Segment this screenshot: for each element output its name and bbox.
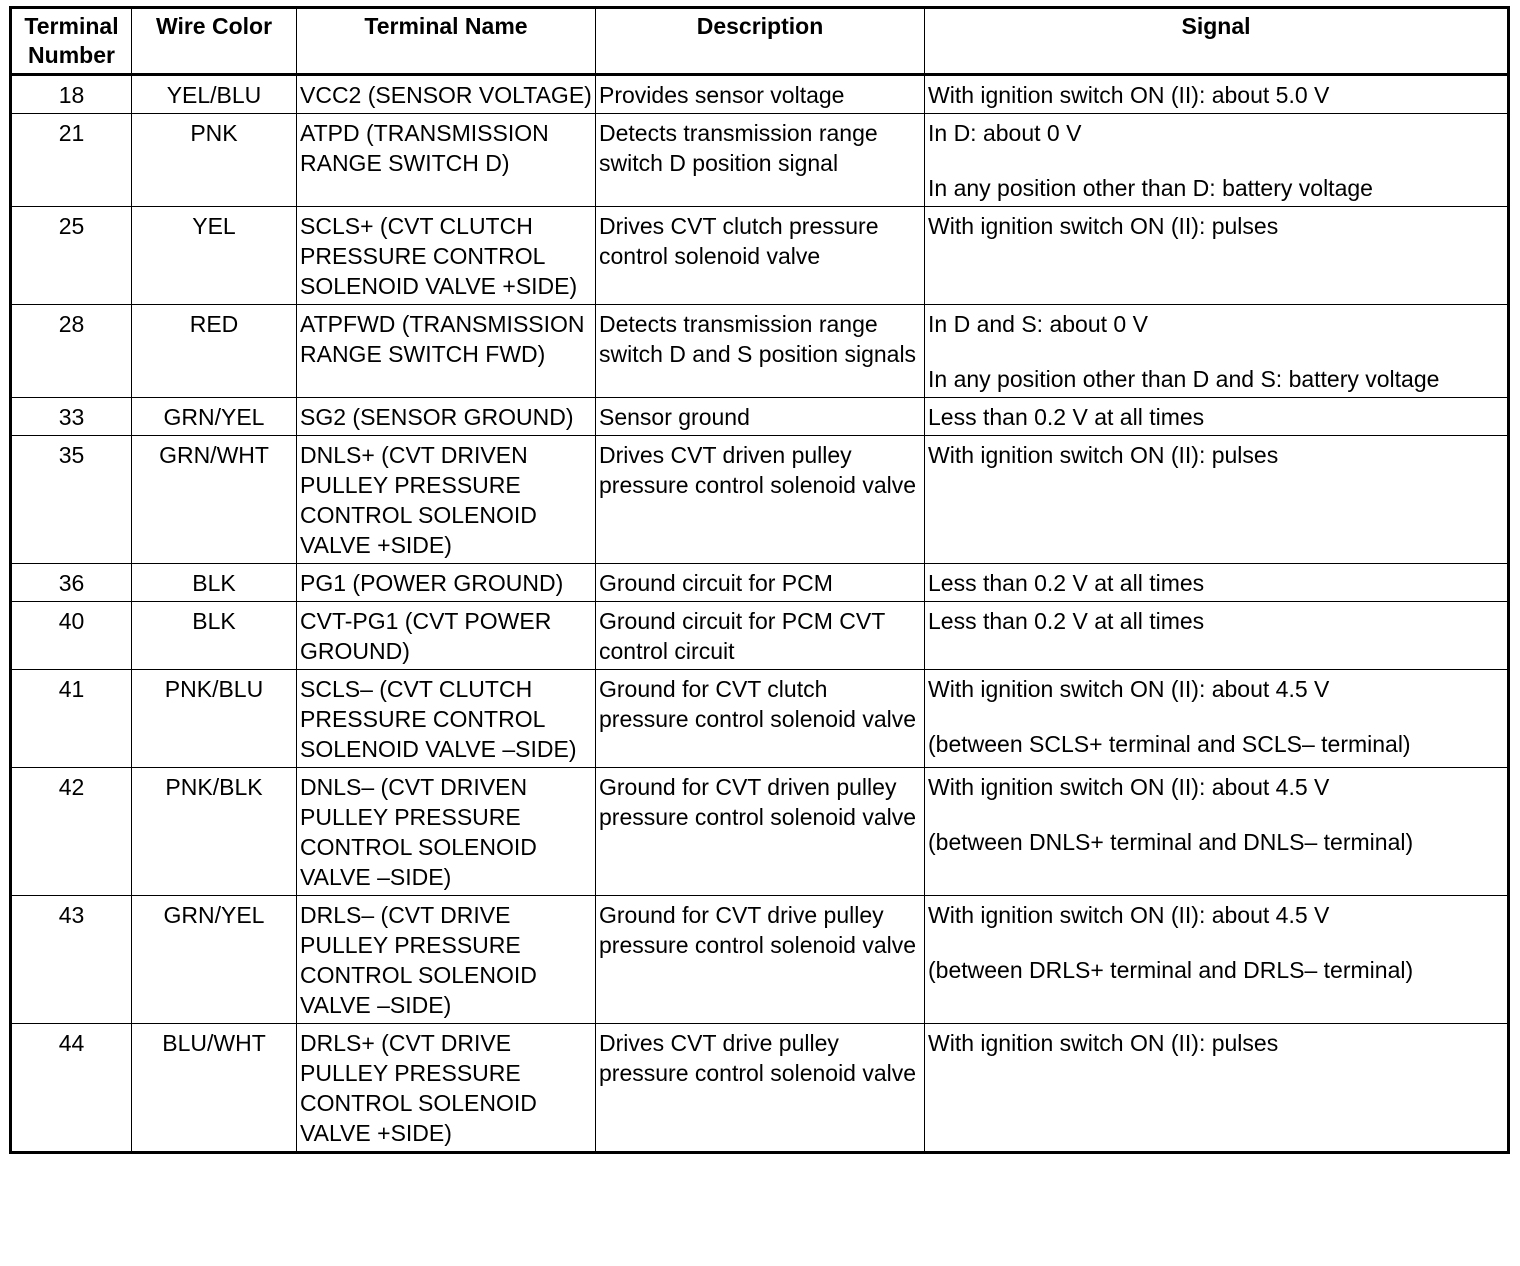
terminal-name-cell: CVT-PG1 (CVT POWER GROUND) — [297, 602, 596, 670]
table-row — [11, 75, 1509, 114]
signal-line: (between SCLS+ terminal and SCLS– terminal) — [928, 731, 1411, 757]
terminal-number-cell: 41 — [11, 670, 132, 768]
header-row — [11, 8, 1509, 75]
table-row — [11, 305, 1509, 398]
terminal-name-cell: SG2 (SENSOR GROUND) — [297, 398, 596, 436]
terminal-pinout-table — [9, 6, 1510, 1154]
description-cell: Ground for CVT driven pulley pressure control solenoid valve — [596, 768, 925, 896]
signal-cell — [925, 1024, 1509, 1153]
description-cell: Drives CVT drive pulley pressure control solenoid valve — [596, 1024, 925, 1153]
table-row — [11, 114, 1509, 207]
description-cell: Provides sensor voltage — [596, 75, 925, 114]
table-header — [11, 8, 1509, 75]
terminal-name-cell: SCLS+ (CVT CLUTCH PRESSURE CONTROL SOLENOID VALVE +SIDE) — [297, 207, 596, 305]
terminal-number-cell: 35 — [11, 436, 132, 564]
table-row — [11, 896, 1509, 1024]
signal-line: With ignition switch ON (II): about 4.5 V — [928, 902, 1330, 928]
terminal-name-cell: DRLS+ (CVT DRIVE PULLEY PRESSURE CONTROL SOLENOID VALVE +SIDE) — [297, 1024, 596, 1153]
signal-line: With ignition switch ON (II): pulses — [928, 213, 1279, 239]
table-row — [11, 564, 1509, 602]
signal-line: (between DRLS+ terminal and DRLS– terminal) — [928, 957, 1414, 983]
signal-line: Less than 0.2 V at all times — [928, 608, 1205, 634]
signal-cell — [925, 436, 1509, 564]
wire-color-cell: RED — [132, 305, 297, 398]
table-row — [11, 768, 1509, 896]
description-cell: Ground circuit for PCM CVT control circuit — [596, 602, 925, 670]
wire-color-cell: PNK/BLK — [132, 768, 297, 896]
signal-cell — [925, 114, 1509, 207]
wire-color-cell: YEL/BLU — [132, 75, 297, 114]
terminal-number-cell: 40 — [11, 602, 132, 670]
description-cell: Detects transmission range switch D and S position signals — [596, 305, 925, 398]
terminal-number-cell: 25 — [11, 207, 132, 305]
terminal-name-cell: DNLS– (CVT DRIVEN PULLEY PRESSURE CONTROL SOLENOID VALVE –SIDE) — [297, 768, 596, 896]
wire-color-cell: GRN/WHT — [132, 436, 297, 564]
signal-cell — [925, 768, 1509, 896]
wire-color-cell: BLU/WHT — [132, 1024, 297, 1153]
signal-cell — [925, 75, 1509, 114]
terminal-name-cell: VCC2 (SENSOR VOLTAGE) — [297, 75, 596, 114]
description-cell: Ground circuit for PCM — [596, 564, 925, 602]
wire-color-cell: PNK/BLU — [132, 670, 297, 768]
terminal-number-cell: 33 — [11, 398, 132, 436]
wire-color-cell: BLK — [132, 602, 297, 670]
signal-line: With ignition switch ON (II): pulses — [928, 1030, 1279, 1056]
terminal-name-cell: DRLS– (CVT DRIVE PULLEY PRESSURE CONTROL SOLENOID VALVE –SIDE) — [297, 896, 596, 1024]
header-terminal-number-line2: Number — [28, 42, 115, 68]
header-wire-color: Wire Color — [132, 8, 297, 75]
signal-line: Less than 0.2 V at all times — [928, 404, 1205, 430]
header-terminal-number — [11, 8, 132, 75]
signal-cell — [925, 670, 1509, 768]
terminal-name-cell: ATPFWD (TRANSMISSION RANGE SWITCH FWD) — [297, 305, 596, 398]
table-row — [11, 1024, 1509, 1153]
terminal-name-cell: SCLS– (CVT CLUTCH PRESSURE CONTROL SOLENOID VALVE –SIDE) — [297, 670, 596, 768]
signal-line: In any position other than D: battery voltage — [928, 175, 1373, 201]
table-row — [11, 436, 1509, 564]
terminal-number-cell: 42 — [11, 768, 132, 896]
terminal-name-cell: DNLS+ (CVT DRIVEN PULLEY PRESSURE CONTROL SOLENOID VALVE +SIDE) — [297, 436, 596, 564]
description-cell: Ground for CVT clutch pressure control solenoid valve — [596, 670, 925, 768]
wire-color-cell: GRN/YEL — [132, 398, 297, 436]
terminal-number-cell: 43 — [11, 896, 132, 1024]
description-cell: Drives CVT driven pulley pressure control solenoid valve — [596, 436, 925, 564]
wire-color-cell: YEL — [132, 207, 297, 305]
table-row — [11, 670, 1509, 768]
description-cell: Ground for CVT drive pulley pressure control solenoid valve — [596, 896, 925, 1024]
header-terminal-name: Terminal Name — [297, 8, 596, 75]
signal-cell — [925, 207, 1509, 305]
terminal-number-cell: 28 — [11, 305, 132, 398]
signal-line: Less than 0.2 V at all times — [928, 570, 1205, 596]
signal-line: With ignition switch ON (II): pulses — [928, 442, 1279, 468]
description-cell: Drives CVT clutch pressure control solenoid valve — [596, 207, 925, 305]
table-row — [11, 602, 1509, 670]
signal-line: In D: about 0 V — [928, 120, 1082, 146]
terminal-number-cell: 21 — [11, 114, 132, 207]
header-terminal-number-line1: Terminal — [24, 13, 119, 39]
header-signal: Signal — [925, 8, 1509, 75]
signal-line: In any position other than D and S: battery voltage — [928, 366, 1440, 392]
terminal-number-cell: 44 — [11, 1024, 132, 1153]
description-cell: Sensor ground — [596, 398, 925, 436]
header-description: Description — [596, 8, 925, 75]
signal-cell — [925, 896, 1509, 1024]
signal-cell — [925, 602, 1509, 670]
terminal-name-cell: PG1 (POWER GROUND) — [297, 564, 596, 602]
signal-line: In D and S: about 0 V — [928, 311, 1148, 337]
table-row — [11, 398, 1509, 436]
signal-line: With ignition switch ON (II): about 4.5 V — [928, 774, 1330, 800]
wire-color-cell: GRN/YEL — [132, 896, 297, 1024]
signal-cell — [925, 398, 1509, 436]
wire-color-cell: BLK — [132, 564, 297, 602]
wire-color-cell: PNK — [132, 114, 297, 207]
signal-line: With ignition switch ON (II): about 5.0 V — [928, 82, 1330, 108]
terminal-number-cell: 18 — [11, 75, 132, 114]
table-row — [11, 207, 1509, 305]
table-body — [11, 75, 1509, 1153]
terminal-number-cell: 36 — [11, 564, 132, 602]
signal-line: (between DNLS+ terminal and DNLS– terminal) — [928, 829, 1414, 855]
signal-cell — [925, 305, 1509, 398]
signal-cell — [925, 564, 1509, 602]
description-cell: Detects transmission range switch D position signal — [596, 114, 925, 207]
signal-line: With ignition switch ON (II): about 4.5 V — [928, 676, 1330, 702]
terminal-name-cell: ATPD (TRANSMISSION RANGE SWITCH D) — [297, 114, 596, 207]
